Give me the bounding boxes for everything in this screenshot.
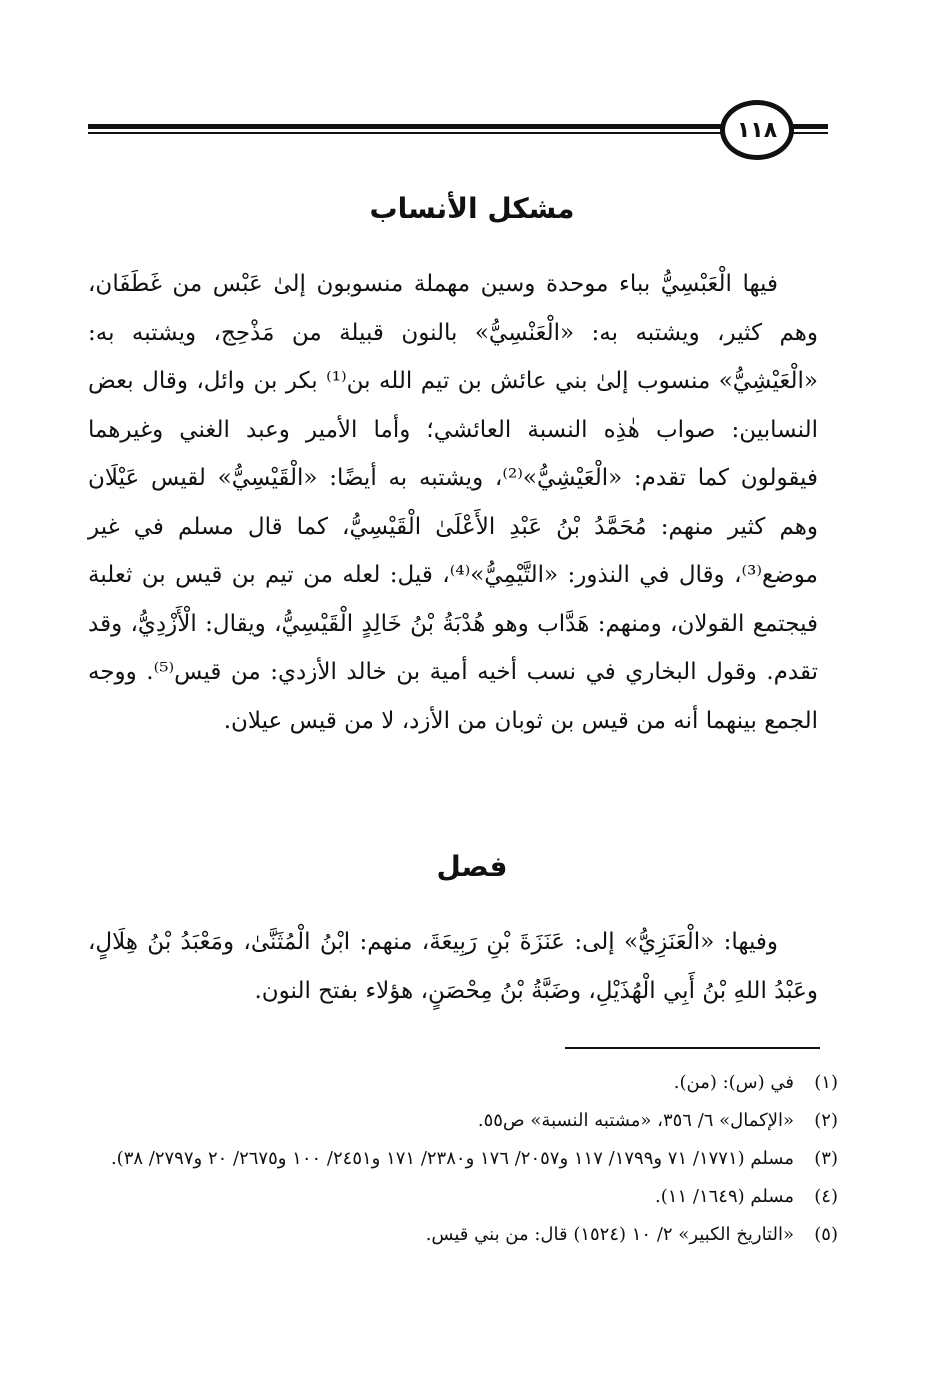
footnote-item: [88, 1216, 838, 1254]
paragraph-2-text: وفيها: «الْعَنَزِيُّ» إلى: عَنَزَةَ بْنِ رَبِيعَةَ، منهم: ابْنُ الْمُثَنَّىٰ، ومَعْبَدُ بْنُ هِلَالٍ، وعَبْدُ اللهِ بْنُ أَبِي الْهُذَيْلِ، وضَبَّةُ بْنُ مِحْصَنٍ، هؤلاء بفتح النون.: [88, 929, 818, 1004]
paragraph-1: [88, 260, 818, 745]
footnote-item: [88, 1064, 838, 1102]
footnote-text: «الإكمال» ٦/ ٣٥٦، «مشتبه النسبة» ص٥٥.: [477, 1110, 794, 1131]
footnote-number: (٢): [814, 1110, 838, 1131]
header-rule-thick: [88, 124, 828, 129]
paragraph-1-text: فيها الْعَبْسِيُّ بباء موحدة وسين مهملة منسوبون إلىٰ عَبْس من غَطَفَان، وهم كثير، ويشتبه به: «الْعَنْسِيُّ» بالنون قبيلة من مَذْحِج، ويشتبه به: «الْعَيْشِيُّ» منسوب إلىٰ بني عائش بن تيم الله بن⁽¹⁾ بكر بن وائل، وقال بعض النسابين: صواب هٰذِه النسبة العائشي؛ وأما الأمير وعبد الغني وغيرهما فيقولون كما تقدم: «الْعَيْشِيُّ»⁽²⁾، ويشتبه به أيضًا: «الْقَيْسِيُّ» لقيس عَيْلَان وهم كثير منهم: مُحَمَّدُ بْنُ عَبْدِ الأَعْلَىٰ الْقَيْسِيُّ، كما قال مسلم في غير موضع⁽³⁾، وقال في النذور: «التَّيْمِيُّ»⁽⁴⁾، قيل: لعله من تيم بن قيس بن ثعلبة فيجتمع القولان، ومنهم: هَدَّاب وهو هُدْبَةُ بْنُ خَالِدٍ الْقَيْسِيُّ، ويقال: الْأَزْدِيُّ، وقد تقدم. وقول البخاري في نسب أخيه أمية بن خالد الأزدي: من قيس⁽⁵⁾. ووجه الجمع بينهما أنه من قيس بن ثوبان من الأزد، لا من قيس عيلان.: [88, 271, 818, 734]
header-rule-thin: [88, 132, 828, 134]
footnote-text: «التاريخ الكبير» ٢/ ١٠ (١٥٢٤) قال: من بني قيس.: [425, 1224, 794, 1245]
footnote-number: (١): [814, 1072, 838, 1093]
page-number: ١١٨: [720, 100, 794, 160]
footnote-number: (٥): [814, 1224, 838, 1245]
footnote-text: مسلم (١٧٧١/ ٧١ و١٧٩٩/ ١١٧ و٢٠٥٧/ ١٧٦ و٢٣٨٠/ ١٧١ و٢٤٥١/ ١٠٠ و٢٦٧٥/ ٢٠ و٢٧٩٧/ ٣٨).: [110, 1148, 794, 1169]
footnote-separator: [565, 1047, 820, 1049]
footnote-text: مسلم (١٦٤٩/ ١١).: [655, 1186, 794, 1207]
paragraph-2: [88, 918, 818, 1015]
header-rule: [88, 114, 828, 144]
subsection-title: فصل: [436, 850, 508, 883]
footnote-number: (٣): [814, 1148, 838, 1169]
footnote-item: [88, 1140, 838, 1178]
footnote-item: [88, 1102, 838, 1140]
footnotes-list: [88, 1064, 838, 1254]
section-title: مشكل الأنساب: [369, 192, 575, 225]
footnote-item: [88, 1178, 838, 1216]
footnote-text: في (س): (من).: [673, 1072, 794, 1093]
footnote-number: (٤): [814, 1186, 838, 1207]
